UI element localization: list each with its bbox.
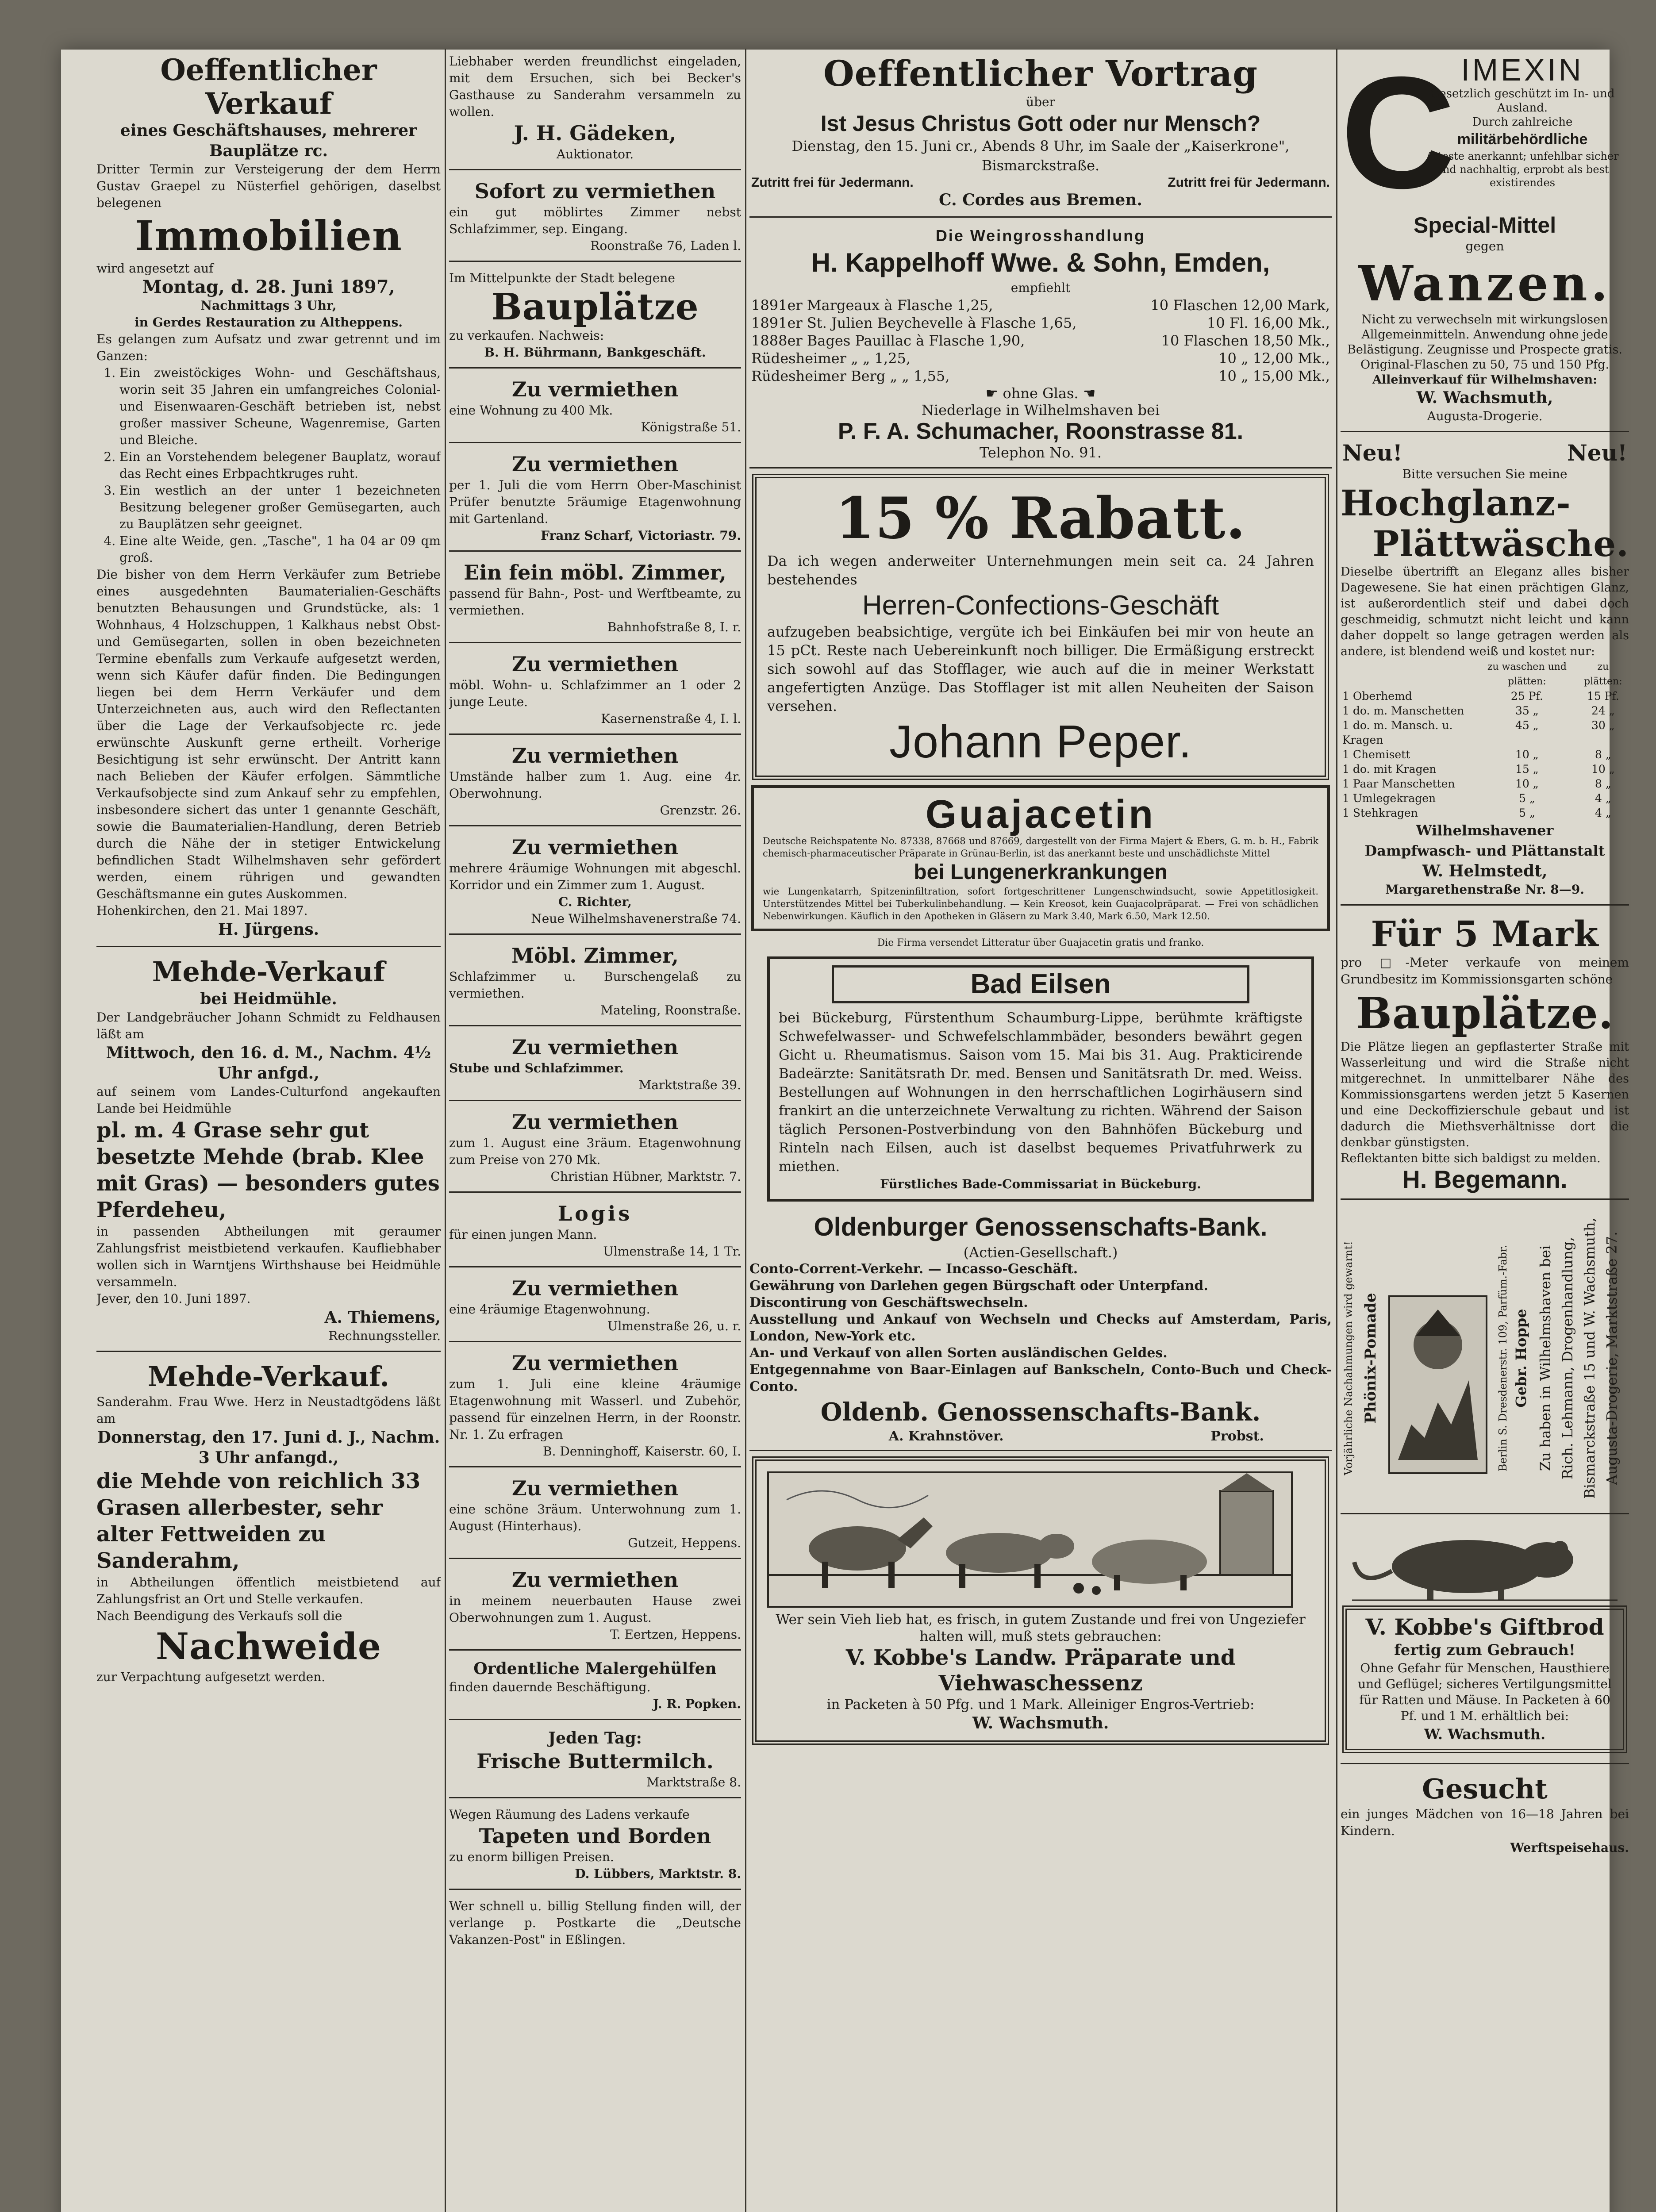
price: 8 „: [1595, 777, 1611, 790]
stockist-line: Bismarckstraße 15 und W. Wachsmuth,: [1581, 1217, 1598, 1499]
ad-signature: W. Wachsmuth,: [1416, 388, 1553, 407]
ad-text: Sanderahm. Frau Wwe. Herz in Neustadtgödens läßt am: [96, 1394, 441, 1426]
ad-address: Christian Hübner, Marktstr. 7.: [550, 1169, 741, 1184]
table-row: [1341, 791, 1629, 806]
wine-item: 1891er St. Julien Beychevelle à Flasche 1,65,: [751, 315, 1077, 331]
ad-text: in passenden Abtheilungen mit geraumer Zahlungsfrist meistbietend verkaufen. Kaufliebhaber wollen sich in Warntjens Wirthshause bei Heidmühle versammeln.: [96, 1224, 441, 1289]
ad-rent: [449, 1271, 741, 1342]
ad-text: Dienstag, den 15. Juni cr., Abends 8 Uhr, im Saale der „Kaiserkrone", Bismarckstraße.: [791, 138, 1290, 174]
wine-item: Rüdesheimer „ „ 1,25,: [751, 350, 911, 367]
ad-buttermilk: [449, 1724, 741, 1798]
ad-role: Auktionator.: [556, 147, 634, 161]
ad-laundry: [1341, 436, 1629, 906]
table-row: [749, 367, 1332, 385]
ad-address: D. Lübbers, Marktstr. 8.: [575, 1866, 741, 1881]
brand-name: IMEXIN: [1461, 53, 1584, 87]
ad-rent: [449, 1105, 741, 1193]
ad-footnote: Die Firma versendet Litteratur über Guajacetin gratis und franko.: [877, 937, 1204, 949]
price: 24 „: [1591, 704, 1615, 717]
ad-text: Liebhaber werden freundlichst eingeladen, mit dem Ersuchen, sich bei Becker's Gasthause zu Sanderahm versammeln zu wollen.: [449, 54, 741, 119]
item: 1 do. mit Kragen: [1342, 763, 1437, 776]
wine-price: 10 Flaschen 12,00 Mark,: [1150, 297, 1330, 314]
new-badges: [1341, 440, 1629, 466]
ad-address: Margarethenstraße Nr. 8—9.: [1385, 882, 1585, 897]
glass-note-text: ohne Glas.: [1003, 385, 1079, 402]
ad-title: Zu vermiethen: [511, 452, 679, 476]
ad-bank: [749, 1206, 1332, 1451]
pomade-maker-address: Berlin S. Dresdenerstr. 109, Parfüm.-Fabr.: [1497, 1244, 1509, 1472]
ad-text: Reflektanten bitte sich baldigst zu melden.: [1341, 1152, 1601, 1165]
ad-address: Kasernenstraße 4, I. l.: [601, 711, 741, 726]
ad-title: Ein fein möbl. Zimmer,: [464, 561, 726, 584]
ad-job-post: [449, 1893, 741, 1955]
ad-5-mark-plots: [1341, 909, 1629, 1200]
table-row: [1341, 747, 1629, 762]
column-header: zu plätten:: [1584, 661, 1622, 687]
ad-phoenix-pomade: [1341, 1203, 1629, 1514]
admission-note: Zutritt frei für Jedermann.: [1168, 175, 1330, 190]
ad-address: Marktstraße 8.: [646, 1775, 741, 1790]
ad-headline: Plättwäsche.: [1372, 523, 1629, 565]
table-row: [749, 332, 1332, 349]
column-rule: [745, 49, 746, 2212]
ad-title: Zu vermiethen: [511, 1035, 679, 1059]
ad-title: Sofort zu vermiethen: [474, 179, 716, 203]
ad-text: Wer schnell u. billig Stellung finden will, der verlange p. Postkarte die „Deutsche Vakanzen-Post" in Eßlingen.: [449, 1899, 741, 1947]
ad-headline: Nachweide: [155, 1625, 382, 1668]
item: 1 Paar Manschetten: [1342, 777, 1455, 790]
ad-text: Stube und Schlafzimmer.: [449, 1061, 624, 1075]
column-rule: [1336, 49, 1337, 2212]
price: 10 „: [1515, 748, 1539, 761]
ad-public-sale: [96, 49, 441, 947]
ad-headline: die Mehde von reichlich 33 Grasen allerbester, sehr alter Fettweiden zu Sanderahm,: [96, 1469, 421, 1573]
ad-signature: Probst.: [1210, 1429, 1264, 1444]
ad-title: Gesucht: [1422, 1773, 1548, 1805]
bank-service: An- und Verkauf von allen Sorten ausländischen Geldes.: [749, 1345, 1168, 1361]
column-header: zu waschen und plätten:: [1487, 661, 1567, 687]
item: 1 do. m. Mansch. u. Kragen: [1342, 719, 1453, 746]
price: 10 „: [1515, 777, 1539, 790]
ad-address: B. Denninghoff, Kaiserstr. 60, I.: [543, 1444, 741, 1459]
property-list: [96, 365, 441, 566]
speaker: C. Cordes aus Bremen.: [939, 191, 1142, 209]
price: 10 „: [1591, 763, 1615, 776]
ad-title: Frische Buttermilch.: [476, 1749, 714, 1773]
ad-headline: Hochglanz-: [1341, 482, 1571, 524]
ad-title: V. Kobbe's Landw. Präparate und Viehwaschessenz: [845, 1645, 1236, 1696]
ad-text: möbl. Wohn- u. Schlafzimmer an 1 oder 2 junge Leute.: [449, 678, 741, 709]
price: 4 „: [1595, 806, 1611, 819]
table-row: [1341, 718, 1629, 747]
ad-text: Umstände halber zum 1. Aug. eine 4r. Oberwohnung.: [449, 769, 741, 801]
table-row: [1341, 689, 1629, 703]
ad-text: Da ich wegen anderweiter Unternehmungen mein seit ca. 24 Jahren bestehendes: [767, 553, 1314, 588]
ad-dateline: Hohenkirchen, den 21. Mai 1897.: [96, 903, 308, 918]
list-item: 3. Ein westlich an der unter 1 bezeichneten Besitzung belegener großer Gemüsegarten, auch zu Bauplätzen sehr geeignet.: [119, 482, 441, 533]
cimexin-initial: C: [1341, 49, 1456, 222]
ad-address: Grenzstr. 26.: [660, 803, 741, 818]
ad-text: zur Verpachtung aufgesetzt werden.: [96, 1670, 326, 1684]
ad-title: Zu vermiethen: [511, 835, 679, 859]
ad-building-plots: [449, 265, 741, 369]
ad-title: Oldenburger Genossenschafts-Bank.: [814, 1213, 1268, 1241]
wine-item: 1888er Bages Pauillac à Flasche 1,90,: [751, 332, 1025, 349]
stockist-line: Rich. Lehmann, Drogenhandlung,: [1559, 1237, 1576, 1480]
bank-signatures: [749, 1429, 1332, 1444]
ad-title: Zu vermiethen: [511, 377, 679, 401]
column-3: [749, 49, 1332, 1750]
wine-item: Rüdesheimer Berg „ „ 1,55,: [751, 368, 950, 384]
new-badge: Neu!: [1567, 440, 1627, 466]
ad-title: Ordentliche Malergehülfen: [473, 1659, 717, 1678]
price: 5 „: [1518, 792, 1535, 805]
ad-text: aufzugeben beabsichtige, vergüte ich bei Einkäufen bei mir von heute an 15 pCt. Reste nach Uebereinkunft noch billiger. Die Ermäßigung erstreckt sich sowohl auf das Stofflager, wie auch auf die in meiner Werkstatt angefertigten Anzüge. Das Stofflager ist mit allen Neuheiten der Saison versehen.: [767, 623, 1314, 714]
ad-text: Dritter Termin zur Versteigerung der dem Herrn Gustav Graepel zu Nüsterfiel gehörigen, daselbst belegenen: [96, 162, 441, 210]
ad-text: in Abtheilungen öffentlich meistbietend auf Zahlungsfrist an Ort und Stelle verkaufen.: [96, 1575, 441, 1606]
ad-subtitle: fertig zum Gebrauch!: [1394, 1641, 1575, 1659]
cimexin-header: [1341, 49, 1629, 222]
ad-mehde-sale-heidmuehle: [96, 951, 441, 1352]
ad-wanted: [1341, 1768, 1629, 1863]
ad-text: Die bisher von dem Herrn Verkäufer zum Betriebe eines ausgedehnten Baumaterialien-Geschäfts benutzten Behausungen und Grundstücke, als: 1 Wohnhaus, 4 Holzschuppen, 1 Kalkhaus nebst Obst- und Gemüsegarten, sollen in oben bezeichneten Termine ebenfalls zum Verkaufe aufgesetzt werden, wenn sich Käufer dafür finden. Die Bedingungen liegen bei dem Herrn Verkäufer und dem Unterzeichneten aus, auch wird den Reflectanten über die Lage der Verkaufsobjecte rc. jede erwünschte Auskunft gerne ertheilt. Vorherige Besichtigung ist sehr erwünscht. Der Antritt kann nach Belieben der Käufer erfolgen. Sämmtliche Verkaufsobjecte sind zum Ankauf sehr zu empfehlen, insbesondere sichert das unter 1 genannte Geschäft, sowie die Baumaterialien-Handlung, deren Betrieb durch die Nähe der in stetiger Entwickelung befindlichen Stadt Wilhelmshaven sehr gefördert werden, einem rührigen und gewandten Geschäftsmanne ein gutes Auskommen.: [96, 567, 441, 901]
ad-text: Schlafzimmer u. Burschengelaß zu vermiethen.: [449, 969, 741, 1001]
ad-text: finden dauernde Beschäftigung.: [449, 1680, 651, 1694]
ad-text: Es gelangen zum Aufsatz und zwar getrennt und im Ganzen:: [96, 332, 441, 363]
ad-text: gegen: [1465, 239, 1504, 253]
ad-text: militärbehördliche: [1457, 131, 1588, 148]
item: 1 do. m. Manschetten: [1342, 704, 1464, 717]
ad-text: Bitte versuchen Sie meine: [1402, 467, 1568, 481]
ad-signature: Fürstliches Bade-Commissariat in Bückeburg.: [880, 1177, 1201, 1191]
stockist-line: Augusta-Drogerie, Marktstraße 27.: [1603, 1231, 1620, 1485]
ad-text: für einen jungen Mann.: [449, 1227, 597, 1242]
ad-text: bei Bückeburg, Fürstenthum Schaumburg-Lippe, berühmte kräftigste Schwefelwasser- und Schwefelschlammbäder, besonders bewährt gegen Gicht u. Rheumatismus. Saison vom 15. Mai bis 31. Aug. Prakticirende Badeärzte: Sanitätsrath Dr. med. Bensen und Sanitätsrath Dr. med. Weiss. Bestellungen auf Wohnungen in den herrschaftlichen Logirhäusern sind frankirt an die unterzeichnete Verwaltung zu richten. Während der Saison täglich Personen-Postverbindung von den Bahnhöfen Bückeburg und Rinteln nach Eilsen, auch ist daselbst bequemes Privatfuhrwerk zu miethen.: [779, 1010, 1303, 1175]
ad-text: Deutsche Reichspatente No. 87338, 87668 und 87669, dargestellt von der Firma Majert & Ebers, G. m. b. H., Fabrik chemisch-pharmaceutischer Präparate in Grünau-Berlin, ist das anerkannt beste und unschädlichste Mittel: [763, 836, 1318, 859]
ad-text: zum 1. August eine 3räum. Etagenwohnung zum Preise von 270 Mk.: [449, 1136, 741, 1167]
ad-text: zu verkaufen. Nachweis:: [449, 328, 604, 343]
ad-kicker: Die Weingrosshandlung: [935, 227, 1146, 245]
ad-bad-eilsen: [767, 956, 1314, 1202]
ad-text: wie Lungenkatarrh, Spitzeninfiltration, sofort fortgeschrittener Lungenschwindsucht, sowie Appetitlosigkeit. Unterstützendes Mittel bei Tuberkulinbehandlung. — Kein Kreosot, kein Guajacolpräparat. — Frei von schädlichen Nebenwirkungen. Käuflich in den Apotheken in Gläsern zu Mark 3.40, Mark 6.50, Mark 12.50.: [763, 886, 1318, 922]
column-rule: [445, 49, 446, 2212]
ad-address: Königstraße 51.: [641, 420, 741, 434]
stockist-line: Zu haben in Wilhelmshaven bei: [1537, 1245, 1554, 1471]
price: 25 Pf.: [1510, 690, 1543, 703]
table-row: [749, 349, 1332, 367]
ad-signature: Werftspeisehaus.: [1510, 1840, 1629, 1855]
sale-time: Nachmittags 3 Uhr,: [200, 298, 337, 313]
pomade-illustration: [1385, 1292, 1491, 1478]
ad-rent: [449, 830, 741, 935]
ad-title: Möbl. Zimmer,: [511, 944, 679, 968]
ad-text: Wegen Räumung des Ladens verkaufe: [449, 1807, 690, 1822]
list-item: 2. Ein an Vorstehendem belegener Bauplatz, worauf das Recht eines Erbpachtkruges ruht.: [119, 449, 441, 482]
bank-service: Gewährung von Darlehen gegen Bürgschaft oder Unterpfand.: [749, 1278, 1208, 1294]
item: 1 Stehkragen: [1342, 806, 1418, 819]
ad-room: [449, 938, 741, 1026]
pomade-maker: Gebr. Hoppe: [1513, 1309, 1529, 1408]
ad-text: ein gut möblirtes Zimmer nebst Schlafzimmer, sep. Eingang.: [449, 205, 741, 236]
ad-address: T. Eertzen, Heppens.: [610, 1627, 741, 1642]
wine-glass-note: [749, 385, 1332, 402]
ad-logis: [449, 1196, 741, 1267]
ad-rent: [449, 647, 741, 735]
pointing-hand-icon: ☚: [1078, 385, 1096, 402]
ad-text: Ohne Gefahr für Menschen, Hausthiere und Geflügel; sicheres Vertilgungsmittel für Ratten und Mäuse. In Packeten à 60 Pf. und 1 M. erhältlich bei:: [1358, 1661, 1612, 1723]
ad-text: in Packeten à 50 Pfg. und 1 Mark. Alleiniger Engros-Vertrieb:: [826, 1697, 1255, 1713]
ad-headline: Ist Jesus Christus Gott oder nur Mensch?: [820, 111, 1261, 136]
ad-signature: Wilhelmshavener: [1416, 822, 1554, 839]
ad-painters-wanted: [449, 1654, 741, 1720]
ad-title: Zu vermiethen: [511, 652, 679, 676]
wine-price: 10 Fl. 16,00 Mk.,: [1207, 315, 1330, 331]
ad-title: Zu vermiethen: [511, 744, 679, 768]
bank-service: Discontirung von Geschäftswechseln.: [749, 1295, 1028, 1310]
ad-rent: [449, 1563, 741, 1651]
ad-text: Atteste anerkannt; unfehlbar sicher und nachhaltig, erprobt als best existirendes: [1426, 150, 1619, 189]
rat-illustration: [1352, 1522, 1618, 1602]
giftbrod-box: [1342, 1605, 1627, 1753]
ad-rabatt: [752, 474, 1329, 780]
sale-date: Donnerstag, den 17. Juni d. J., Nachm. 3 Uhr anfangd.,: [97, 1428, 440, 1467]
farm-animals-illustration: [767, 1471, 1293, 1608]
ad-title: Oeffentlicher Verkauf: [160, 53, 377, 121]
ad-text: zu enorm billigen Preisen.: [449, 1850, 614, 1864]
shop-name: Herren-Confections-Geschäft: [862, 590, 1219, 621]
ad-text: Niederlage in Wilhelmshaven bei: [921, 402, 1160, 419]
ad-text: über: [1026, 95, 1055, 109]
ad-text: wird angesetzt auf: [96, 261, 214, 276]
ad-rat-poison: [1341, 1518, 1629, 1764]
ad-text: Gesetzlich geschützt im In- und Ausland.: [1430, 87, 1615, 115]
sale-place: in Gerdes Restauration zu Altheppens.: [134, 315, 403, 330]
wine-price: 10 Flaschen 18,50 Mk.,: [1161, 332, 1330, 349]
ad-text: Der Landgebräucher Johann Schmidt zu Feldhausen läßt am: [96, 1010, 441, 1041]
ad-signature: J. H. Gädeken,: [514, 121, 676, 145]
ad-title: Bad Eilsen: [832, 965, 1249, 1003]
ad-title: Zu vermiethen: [511, 1351, 679, 1375]
ad-headline: Bauplätze.: [1356, 988, 1614, 1038]
ad-title: H. Kappelhoff Wwe. & Sohn, Emden,: [811, 248, 1270, 277]
ad-text: Durch zahlreiche: [1472, 115, 1573, 129]
ad-rent: [449, 1030, 741, 1101]
ad-rent: [449, 174, 741, 262]
wine-item: 1891er Margeaux à Flasche 1,25,: [751, 297, 993, 314]
ad-text: passend für Bahn-, Post- und Werftbeamte, zu vermiethen.: [449, 586, 741, 618]
ad-text: pro □-Meter verkaufe von meinem Grundbesitz im Kommissionsgarten schöne: [1341, 955, 1629, 987]
ad-text: eine schöne 3räum. Unterwohnung zum 1. August (Hinterhaus).: [449, 1502, 741, 1533]
ad-text: Wer sein Vieh lieb hat, es frisch, in gutem Zustande und frei von Ungeziefer halten will, muß stets gebrauchen:: [776, 1612, 1306, 1644]
ad-text: Alleinverkauf für Wilhelmshaven:: [1372, 373, 1598, 387]
ad-kicker: Jeden Tag:: [548, 1729, 642, 1747]
ad-title: Für 5 Mark: [1371, 913, 1599, 955]
ad-signature: W. Wachsmuth.: [972, 1714, 1109, 1732]
wine-price-list: [749, 296, 1332, 385]
ad-text: Nach Beendigung des Verkaufs soll die: [96, 1609, 342, 1623]
ad-text: ein junges Mädchen von 16—18 Jahren bei Kindern.: [1341, 1807, 1629, 1838]
ad-dateline: Jever, den 10. Juni 1897.: [96, 1291, 251, 1306]
ad-address: Marktstraße 39.: [638, 1078, 741, 1092]
new-badge: Neu!: [1342, 440, 1402, 466]
ad-text: Nicht zu verwechseln mit wirkungslosen Allgemeinmitteln. Anwendung ohne jede Belästigung. Zeugnisse und Prospecte gratis.: [1347, 313, 1622, 357]
item: 1 Umlegekragen: [1342, 792, 1436, 805]
ad-text: Im Mittelpunkte der Stadt belegene: [449, 271, 675, 285]
price: 15 „: [1515, 763, 1539, 776]
ad-address: Augusta-Drogerie.: [1427, 409, 1543, 423]
ad-text: zum 1. Juli eine kleine 4räumige Etagenwohnung mit Wasserl. und Zubehör, passend für einzelnen Herrn, in der Roonstr. Nr. 1. Zu erfragen: [449, 1377, 741, 1442]
price: 4 „: [1595, 792, 1611, 805]
lecture-admission: [749, 175, 1332, 190]
ad-title: Oldenb. Genossenschafts-Bank.: [820, 1398, 1261, 1427]
ad-headline: Wanzen.: [1358, 255, 1611, 312]
ad-text: Die Plätze liegen an gepflasterter Straße mit Wasserleitung und wird die Straße nicht mitgerechnet. In unmittelbarer Nähe des Kommissionsgartens werden jetzt 5 Kasernen und eine Deckoffizierschule gebaut und ist dadurch die Miethsverhältnisse dort die denkbar günstigsten.: [1341, 1040, 1629, 1149]
ad-signature: W. Helmstedt,: [1422, 862, 1548, 880]
ad-signature: H. Begemann.: [1402, 1165, 1568, 1193]
ad-subtitle: bei Heidmühle.: [200, 990, 337, 1008]
price: 35 „: [1515, 704, 1539, 717]
ad-text: empfiehlt: [1011, 280, 1071, 295]
item: 1 Oberhemd: [1342, 690, 1412, 703]
ad-address: Ulmenstraße 14, 1 Tr.: [603, 1244, 741, 1259]
ad-title: Zu vermiethen: [511, 1476, 679, 1500]
ad-signature: Dampfwasch- und Plättanstalt: [1364, 842, 1605, 859]
ad-signature: B. H. Bührmann, Bankgeschäft.: [484, 345, 706, 360]
ad-subtitle: bei Lungenerkrankungen: [914, 860, 1168, 884]
ad-signature: H. Jürgens.: [218, 920, 319, 939]
price: 15 Pf.: [1587, 690, 1619, 703]
ad-address: Bahnhofstraße 8, I. r.: [607, 620, 741, 634]
ad-title: Logis: [557, 1202, 633, 1225]
ad-address: Neue Wilhelmshavenerstraße 74.: [531, 911, 741, 926]
ad-kobbe-livestock: [752, 1456, 1329, 1745]
column-4: [1341, 49, 1629, 1866]
ad-signature: P. F. A. Schumacher, Roonstrasse 81.: [838, 419, 1244, 444]
ad-title: 15 % Rabatt.: [835, 485, 1246, 552]
ad-text: auf seinem vom Landes-Culturfond angekauften Lande bei Heidmühle: [96, 1084, 441, 1116]
ad-text: Dieselbe übertrifft an Eleganz alles bisher Dagewesene. Sie hat einen prächtigen Glanz, ist außerordentlich steif und dabei doch geschmeidig, schmutzt nicht leicht und kann daher doppelt so lange getragen werden als andere, ist blendend weiß und kostet nur:: [1341, 565, 1629, 658]
price: 30 „: [1591, 719, 1615, 732]
table-row: [1341, 776, 1629, 791]
ad-text: Telephon No. 91.: [979, 444, 1102, 461]
ad-title: V. Kobbe's Giftbrod: [1365, 1614, 1604, 1640]
ad-title: Zu vermiethen: [511, 1568, 679, 1592]
ad-text: eine Wohnung zu 400 Mk.: [449, 403, 613, 418]
pomade-title: Phönix-Pomade: [1362, 1293, 1379, 1424]
ad-guajacetin: [751, 785, 1330, 931]
ad-text: per 1. Juli die vom Herrn Ober-Maschinist Prüfer benutzte 5räumige Etagenwohnung mit Gartenland.: [449, 478, 741, 526]
ad-signature: C. Richter,: [558, 895, 632, 909]
ad-text: in meinem neuerbauten Hause zwei Oberwohnungen zum 1. August.: [449, 1594, 741, 1625]
ad-mehde-sale-sanderahm: [96, 1356, 441, 1692]
ad-room: [449, 555, 741, 643]
ad-signature: A. Krahnstöver.: [888, 1429, 1004, 1444]
ad-title: Zu vermiethen: [511, 1110, 679, 1134]
ad-text: Original-Flaschen zu 50, 75 und 150 Pfg.: [1360, 358, 1610, 372]
list-item: 1. Ein zweistöckiges Wohn- und Geschäftshaus, worin seit 35 Jahren ein umfangreiches Colonial- und Eisenwaaren-Geschäft betrieben ist, nebst großer massiver Scheune, Wagenremise, Garten und Bleiche.: [119, 365, 441, 449]
ad-title: Guajacetin: [925, 792, 1156, 837]
bank-service: Entgegennahme von Baar-Einlagen auf Bankscheln, Conto-Buch und Check-Conto.: [749, 1362, 1332, 1394]
ad-headline: pl. m. 4 Grase sehr gut besetzte Mehde (brab. Klee mit Gras) — besonders gutes Pferdeheu,: [96, 1118, 440, 1222]
ad-text: mehrere 4räumige Wohnungen mit abgeschl. Korridor und ein Zimmer zum 1. August.: [449, 861, 741, 892]
ad-signature: Johann Peper.: [889, 716, 1192, 768]
price: 5 „: [1518, 806, 1535, 819]
ad-subtitle: Special-Mittel: [1413, 213, 1556, 238]
table-row: [749, 314, 1332, 332]
ad-title: Mehde-Verkauf: [152, 956, 385, 988]
table-row: [1341, 660, 1629, 689]
column-2: [449, 49, 741, 1958]
list-item: 4. Eine alte Weide, gen. „Tasche", 1 ha 04 ar 09 qm groß.: [119, 533, 441, 566]
ad-role: Rechnungssteller.: [328, 1329, 441, 1343]
ad-address: J. R. Popken.: [653, 1697, 741, 1711]
ad-wallpaper: [449, 1802, 741, 1890]
ad-address: Mateling, Roonstraße.: [600, 1003, 741, 1018]
ad-subtitle: (Actien-Gesellschaft.): [963, 1244, 1118, 1261]
ad-rent: [449, 1346, 741, 1467]
column-1: [96, 49, 441, 1695]
laundry-price-table: [1341, 660, 1629, 820]
ad-title: Mehde-Verkauf.: [148, 1360, 389, 1393]
sale-date: Montag, d. 28. Juni 1897,: [142, 276, 395, 297]
ad-text: eine 4räumige Etagenwohnung.: [449, 1302, 650, 1317]
table-row: [1341, 762, 1629, 776]
bank-service: Conto-Corrent-Verkehr. — Incasso-Geschäft.: [749, 1261, 1078, 1277]
table-row: [1341, 806, 1629, 820]
bank-service: Ausstellung und Ankauf von Wechseln und Checks auf Amsterdam, Paris, London, New-York etc.: [749, 1312, 1332, 1344]
ad-cimexin: [1341, 49, 1629, 432]
warning-sidebar: Vorjährliche Nachahmungen wird gewarnt!: [1342, 1241, 1355, 1475]
ad-rent: [449, 447, 741, 552]
price: 8 „: [1595, 748, 1611, 761]
ad-rent: [449, 1471, 741, 1559]
sale-date: Mittwoch, den 16. d. M., Nachm. 4½ Uhr anfgd.,: [106, 1044, 431, 1083]
ad-rent: [449, 372, 741, 443]
ad-address: Roonstraße 76, Laden l.: [590, 238, 741, 253]
ad-headline: Immobilien: [135, 212, 402, 260]
ad-title: Oeffentlicher Vortrag: [823, 53, 1258, 94]
price: 45 „: [1515, 719, 1539, 732]
table-row: [1341, 703, 1629, 718]
ad-rent: [449, 738, 741, 826]
ad-auction-note: [449, 49, 741, 170]
ad-address: Gutzeit, Heppens.: [628, 1536, 741, 1550]
ad-wine-merchant: [749, 221, 1332, 469]
ad-address: Franz Scharf, Victoriastr. 79.: [541, 528, 741, 543]
cimexin-text: [1416, 53, 1629, 189]
ad-signature: W. Wachsmuth.: [1424, 1726, 1546, 1743]
table-row: [749, 296, 1332, 314]
ad-title: Zu vermiethen: [511, 1276, 679, 1300]
ad-signature: A. Thiemens,: [324, 1308, 441, 1327]
ad-lecture: [749, 49, 1332, 218]
ad-subtitle: eines Geschäftshauses, mehrerer Bauplätze rc.: [120, 121, 417, 160]
wine-price: 10 „ 15,00 Mk.,: [1218, 368, 1330, 384]
ad-title: Tapeten und Borden: [479, 1824, 711, 1848]
admission-note: Zutritt frei für Jedermann.: [751, 175, 914, 190]
pointing-hand-icon: ☛: [985, 385, 1003, 402]
ad-address: Ulmenstraße 26, u. r.: [607, 1319, 741, 1333]
item: 1 Chemisett: [1342, 748, 1410, 761]
ad-headline: Bauplätze: [491, 286, 699, 328]
wine-price: 10 „ 12,00 Mk.,: [1218, 350, 1330, 367]
